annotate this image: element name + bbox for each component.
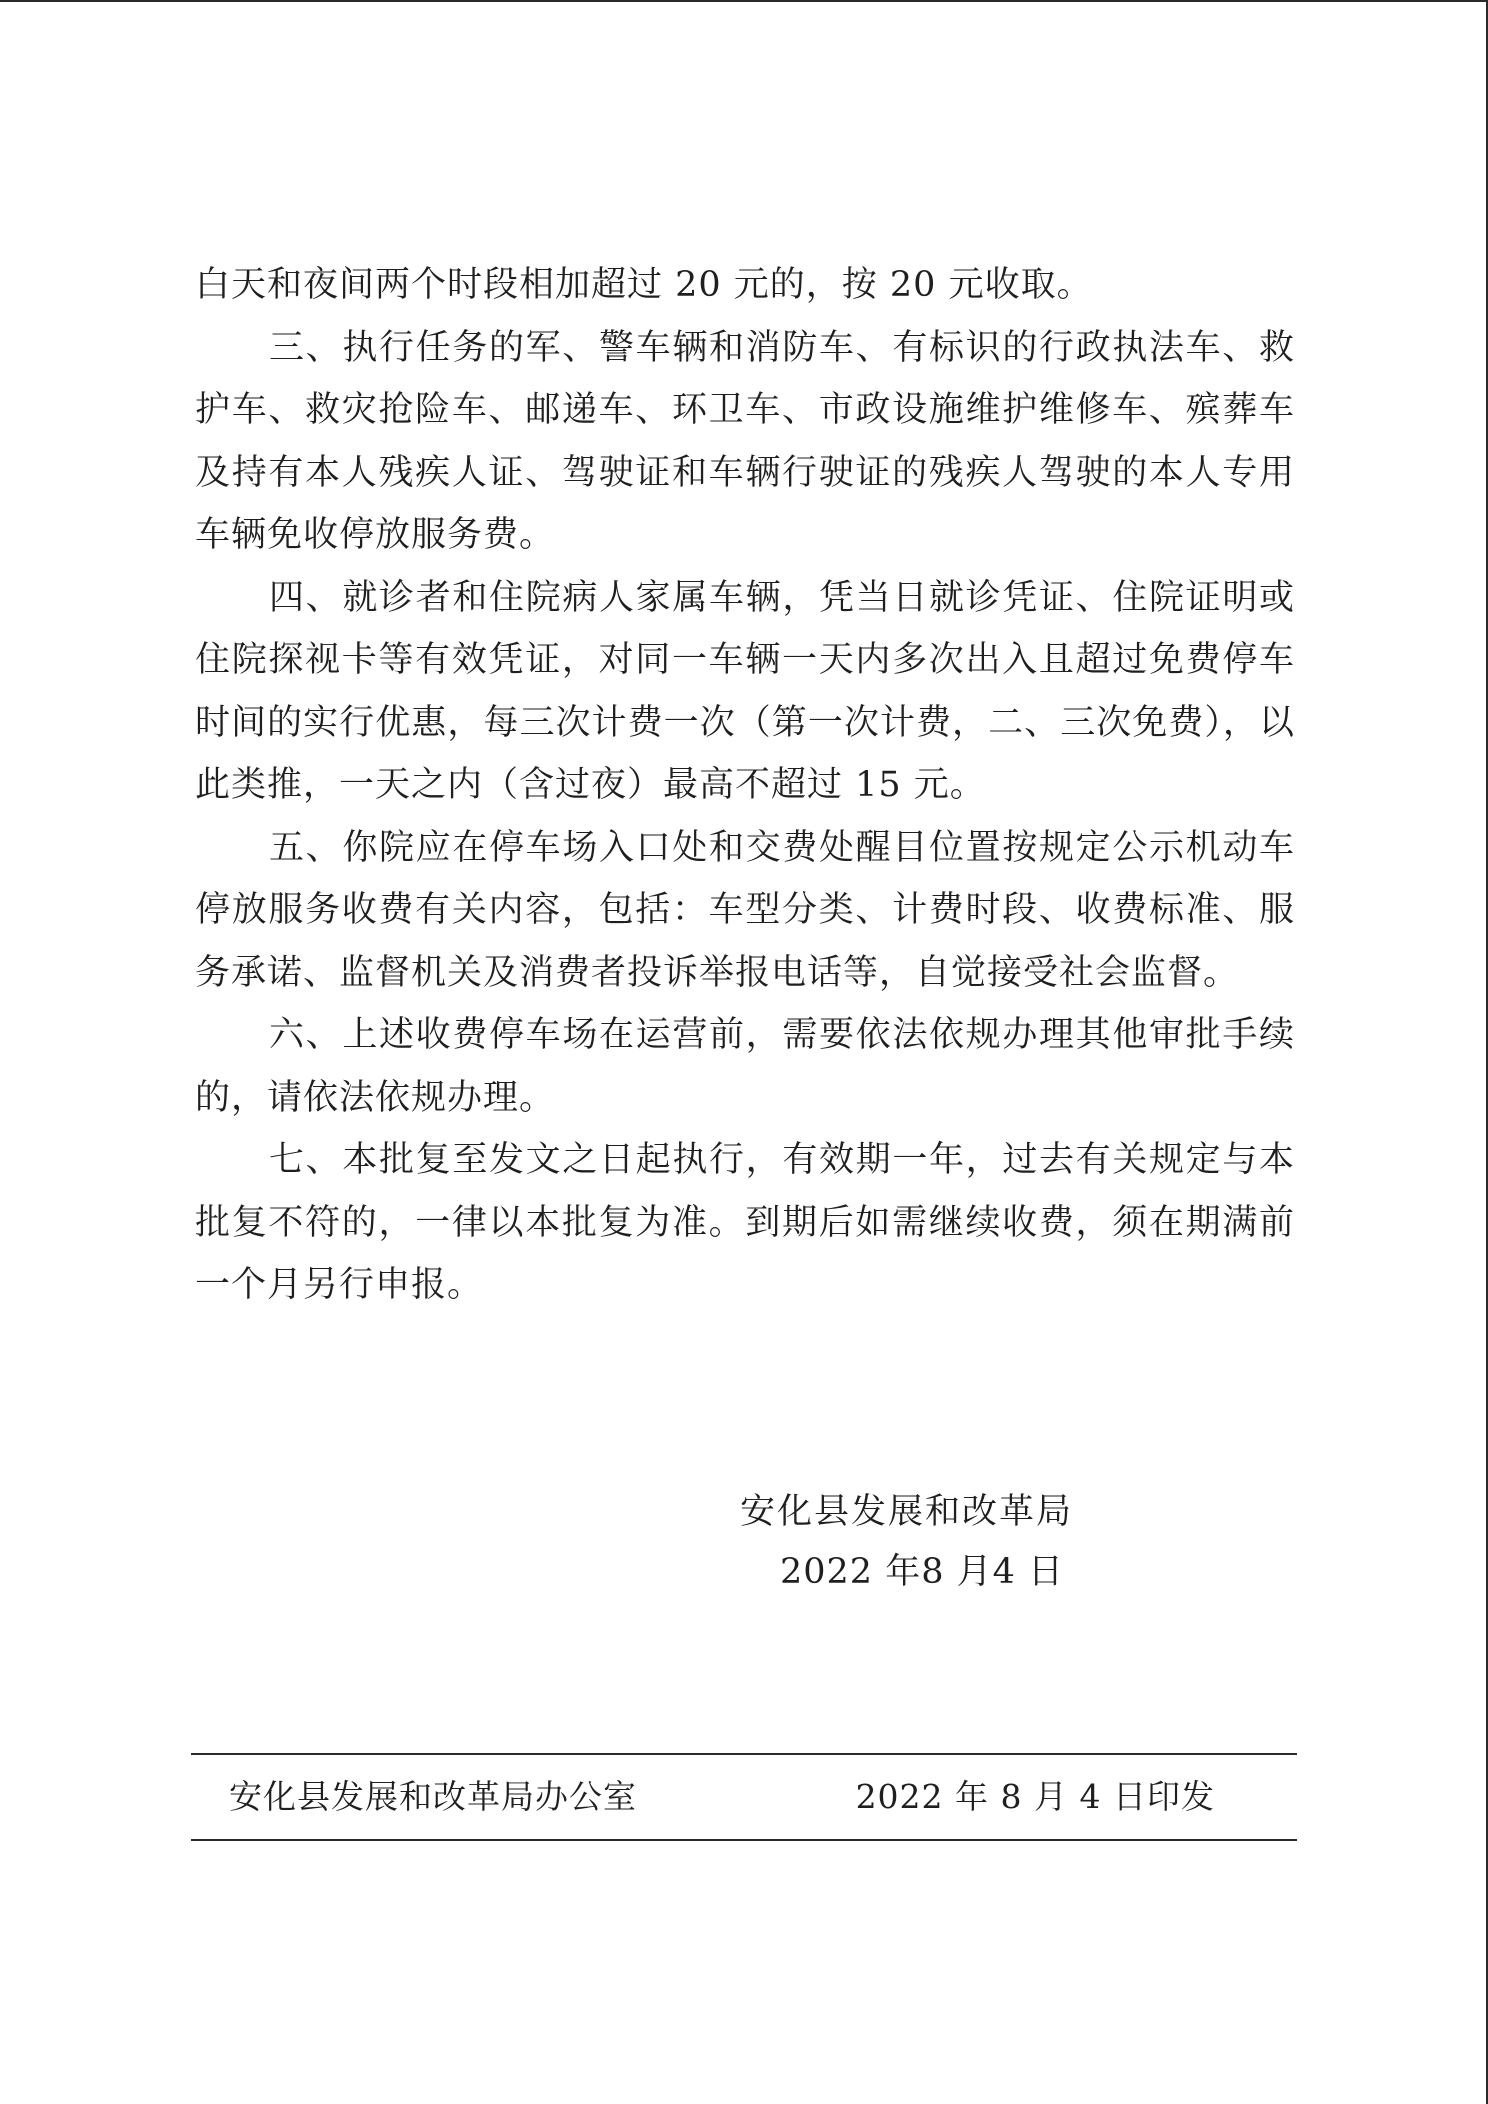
page-top-border bbox=[0, 0, 1488, 2]
continuation-line: 白天和夜间两个时段相加超过 20 元的，按 20 元收取。 bbox=[195, 265, 1093, 305]
issuance-footer bbox=[191, 1753, 1297, 1841]
document-body bbox=[195, 254, 1295, 1317]
footer-issued-date: 2022 年 8 月 4 日印发 bbox=[855, 1777, 1215, 1816]
paragraph-7: 七、本批复至发文之日起执行，有效期一年，过去有关规定与本批复不符的，一律以本批复为准。到期后如需继续收费，须在期满前一个月另行申报。 bbox=[195, 1140, 1295, 1305]
footer-issuer: 安化县发展和改革局办公室 bbox=[229, 1777, 637, 1816]
paragraph-3: 三、执行任务的军、警车辆和消防车、有标识的行政执法车、救护车、救灾抢险车、邮递车、环卫车、市政设施维护维修车、殡葬车及持有本人残疾人证、驾驶证和车辆行驶证的残疾人驾驶的本人专用车辆免收停放服务费。 bbox=[195, 327, 1295, 555]
signature-date: 2022 年8 月4 日 bbox=[780, 1552, 1064, 1592]
signature-organization: 安化县发展和改革局 bbox=[740, 1492, 1074, 1532]
paragraph-6: 六、上述收费停车场在运营前，需要依法依规办理其他审批手续的，请依法依规办理。 bbox=[195, 1015, 1295, 1118]
paragraph-5: 五、你院应在停车场入口处和交费处醒目位置按规定公示机动车停放服务收费有关内容，包括：车型分类、计费时段、收费标准、服务承诺、监督机关及消费者投诉举报电话等，自觉接受社会监督。 bbox=[195, 827, 1295, 993]
paragraph-4: 四、就诊者和住院病人家属车辆，凭当日就诊凭证、住院证明或住院探视卡等有效凭证，对同一车辆一天内多次出入且超过免费停车时间的实行优惠，每三次计费一次（第一次计费，二、三次免费），以此类推，一天之内（含过夜）最高不超过 15 元。 bbox=[195, 577, 1295, 805]
